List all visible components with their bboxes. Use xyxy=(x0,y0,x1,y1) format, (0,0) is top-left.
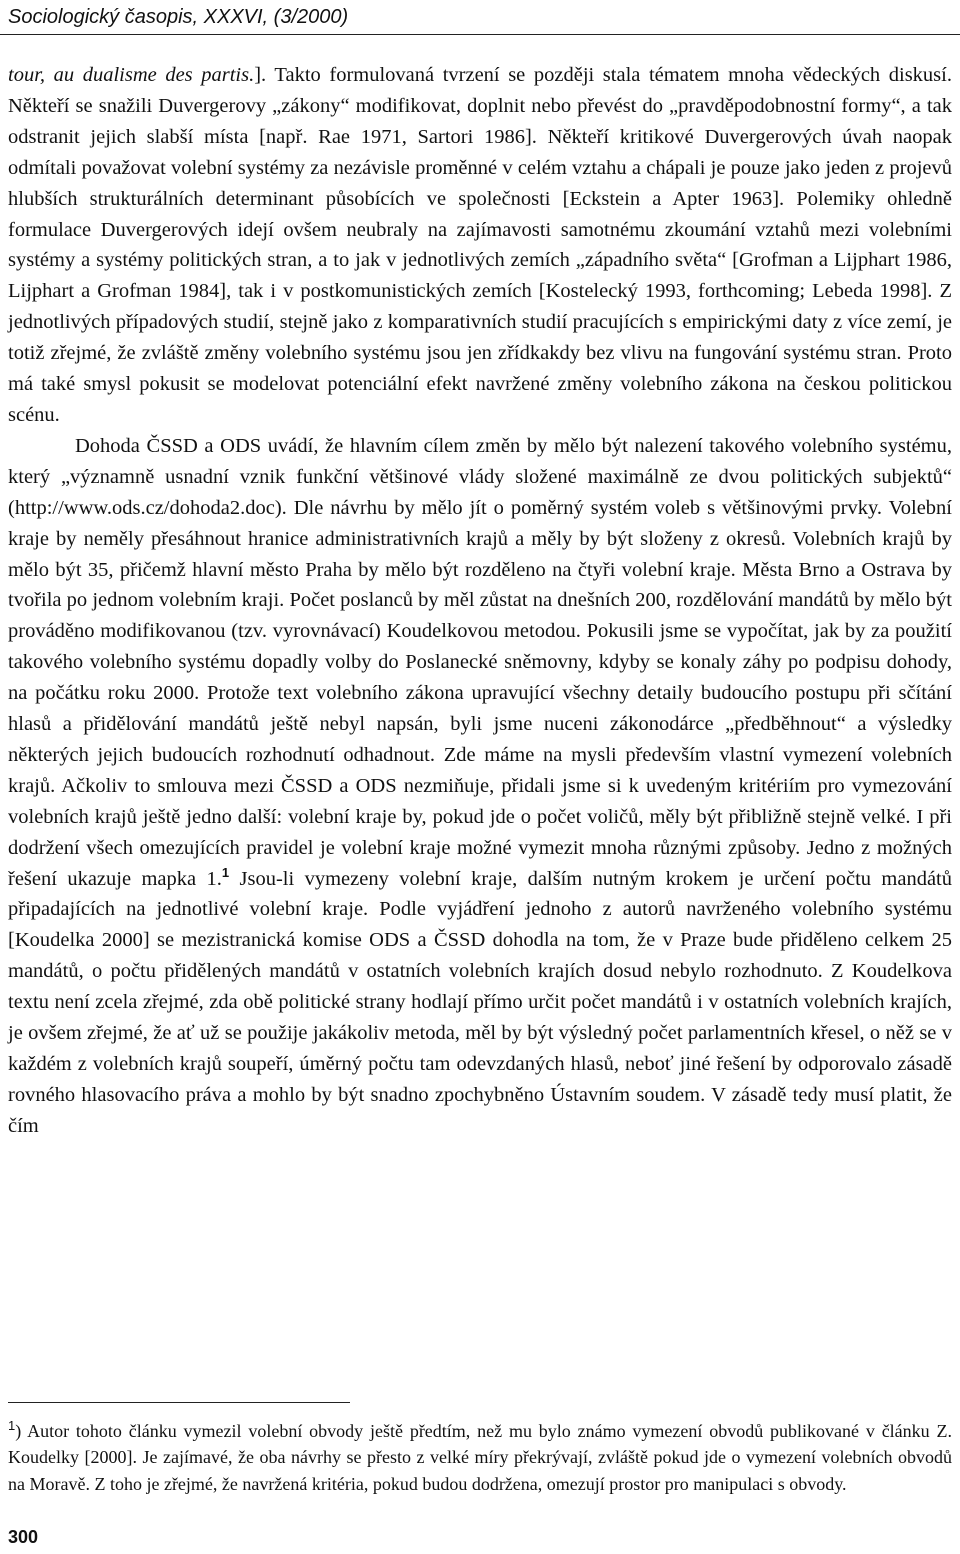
footnote-text: ) Autor tohoto článku vymezil volební obvody ještě předtím, než mu bylo známo vymezení obvodů publikované v článku Z. Koudelky [2000]. Je zajímavé, že oba návrhy se přesto z velké míry překrývají, zvláště pokud jde o vymezení volebních obvodů na Moravě. Z toho je zřejmé, že navržená kritéria, pokud budou dodržena, omezují prostor pro manipulaci s obvody. xyxy=(8,1421,952,1494)
footnote-mark: 1 xyxy=(8,1418,16,1433)
footnote-reference: 1 xyxy=(221,864,230,880)
journal-header: Sociologický časopis, XXXVI, (3/2000) xyxy=(8,6,349,28)
paragraph-1 xyxy=(8,60,952,431)
paragraph-2-text-after-note: Jsou-li vymezeny volební kraje, dalším nutným krokem je určení počtu mandátů připadajících na jednotlivé volební kraje. Podle vyjádření jednoho z autorů navrženého volebního systému [Koudelka 2000] se mezistranická komise ODS a ČSSD dohodla na tom, že v Praze bude přiděleno celkem 25 mandátů, o počtu přidělených mandátů v ostatních volebních krajích dosud nebylo rozhodnuto. Z Koudelkova textu není zcela zřejmé, zda obě politické strany hodlají přímo určit počet mandátů i v ostatních volebních krajích, je ovšem zřejmé, že ať už se použije jakákoliv metoda, měl by být výsledný počet parlamentních křesel, o něž se v každém z volebních krajů soupeří, úměrný počtu tam odevzdaných hlasů, neboť jiné řešení by odporovalo zásadě rovného hlasovacího práva a mohlo by být snadno zpochybněno Ústavním soudem. V zásadě tedy musí platit, že čím xyxy=(8,867,952,1137)
paragraph-1-italic-quote: tour, au dualisme des partis. xyxy=(8,64,255,86)
header-rule xyxy=(0,34,960,35)
footnote xyxy=(8,1418,952,1497)
article-body xyxy=(8,60,952,1142)
paragraph-2 xyxy=(8,431,952,1142)
page-number: 300 xyxy=(8,1527,39,1547)
paragraph-2-text-before-note: Dohoda ČSSD a ODS uvádí, že hlavním cílem změn by mělo být nalezení takového volebního systému, který „významně usnadní vznik funkční většinové vlády složené maximálně ze dvou politických subjektů“ (http://www.ods.cz/dohoda2.doc). Dle návrhu by mělo jít o poměrný systém voleb s většinovými prvky. Volební kraje by neměly přesáhnout hranice administrativních krajů a měly by být složeny z okresů. Volebních krajů by mělo být 35, přičemž hlavní město Praha by mělo být rozděleno na čtyři volební kraje. Města Brno a Ostrava by tvořila po jednom volebním kraji. Počet poslanců by měl zůstat na dnešních 200, rozdělování mandátů by mělo být prováděno modifikovanou (tzv. vyrovnávací) Koudelkovou metodou. Pokusili jsme se vypočítat, jak by za použití takového volebního systému dopadly volby do Poslanecké sněmovny, kdyby se konaly záhy po podpisu dohody, na počátku roku 2000. Protože text volebního zákona upravující všechny detaily budoucího postupu při sčítání hlasů a přidělování mandátů ještě nebyl napsán, byli jsme nuceni zákonodárce „předběhnout“ a výsledky některých jejich budoucích rozhodnutí odhadnout. Zde máme na mysli především vlastní vymezení volebních krajů. Ačkoliv to smlouva mezi ČSSD a ODS nezmiňuje, přidali jsme si k uvedeným kritériím pro vymezování volebních krajů ještě jedno další: volební kraje by, pokud jde o počet voličů, měly být přibližně stejně velké. I při dodržení všech omezujících pravidel je volební kraje možné vymezit mnoha různými způsoby. Jedno z možných řešení ukazuje mapka 1. xyxy=(8,434,952,890)
paragraph-1-text: ]. Takto formulovaná tvrzení se později stala tématem mnoha vědeckých diskusí. Někteří se snažili Duvergerovy „zákony“ modifikovat, doplnit nebo převést do „pravděpodobnostní formy“, a tak odstranit jejich slabší místa [např. Rae 1971, Sartori 1986]. Někteří kritikové Duvergerových úvah naopak odmítali považovat volební systémy za nezávisle proměnné v celém vztahu a chápali je pouze jako jeden z projevů hlubších strukturálních determinant působících ve společnosti [Eckstein a Apter 1963]. Polemiky ohledně formulace Duvergerových idejí ovšem neubraly na zajímavosti samotnému zkoumání vztahů mezi volebními systémy a systémy politických stran, a to jak v jednotlivých zemích „západního světa“ [Grofman a Lijphart 1986, Lijphart a Grofman 1984], tak i v postkomunistických zemích [Kostelecký 1993, forthcoming; Lebeda 1998]. Z jednotlivých případových studií, stejně jako z komparativních studií pracujících s empirickými daty z více zemí, je totiž zřejmé, že zvláště změny volebního systému jsou jen zřídkakdy bez vlivu na fungování systému stran. Proto má také smysl pokusit se modelovat potenciální efekt navržené změny volebního zákona na českou politickou scénu. xyxy=(8,64,952,426)
footnote-rule xyxy=(8,1402,350,1403)
